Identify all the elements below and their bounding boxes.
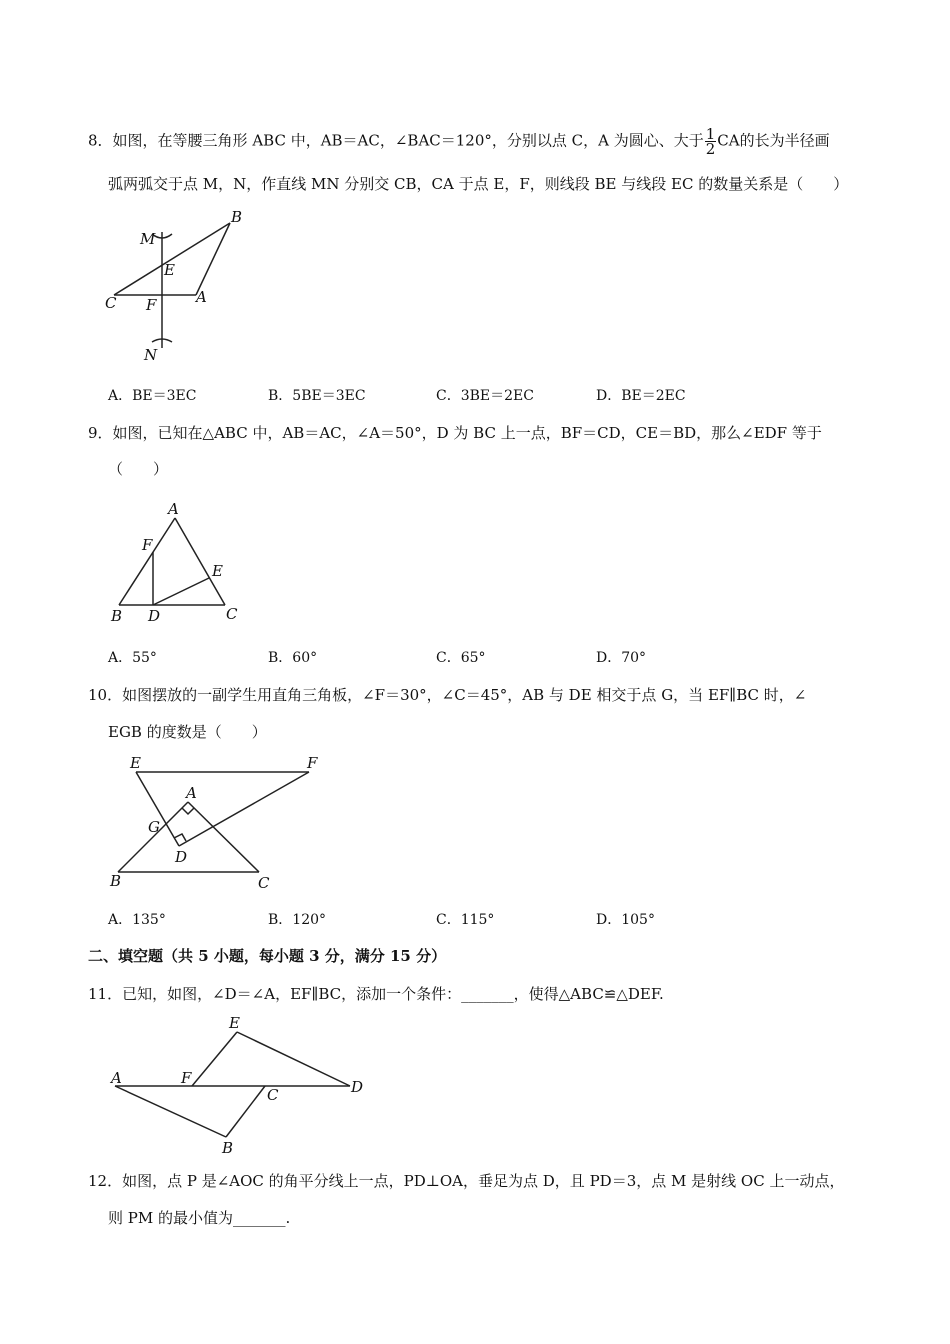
q8-text-b: CA的长为半径画 xyxy=(717,131,830,150)
q11-label-a: A xyxy=(111,1069,122,1087)
q10-figure xyxy=(102,752,342,892)
q10-right-angle-a xyxy=(182,808,194,814)
q11-line-ed xyxy=(237,1032,350,1086)
q9-line-de xyxy=(153,578,209,605)
q8-label-e: E xyxy=(164,261,175,279)
q11-label-c: C xyxy=(267,1086,279,1104)
q9-label-b: B xyxy=(111,607,123,625)
q10-option-d: D．105° xyxy=(596,912,655,928)
q8-option-a: A．BE＝3EC xyxy=(108,388,197,404)
q10-option-c: C．115° xyxy=(436,912,495,928)
q8-label-m: M xyxy=(140,230,156,248)
q10-line1: 10．如图摆放的一副学生用直角三角板，∠F＝30°，∠C＝45°，AB 与 DE 相交于点 G，当 EF∥BC 时，∠ xyxy=(88,686,807,704)
q9-option-b: B．60° xyxy=(268,650,318,666)
q8-label-n: N xyxy=(144,346,158,364)
q10-line-ac xyxy=(188,802,259,872)
q9-label-c: C xyxy=(226,605,238,623)
q8-figure xyxy=(100,208,280,368)
q10-label-e: E xyxy=(130,754,141,772)
q9-label-a: A xyxy=(168,500,179,518)
q8-line2: 弧两弧交于点 M，N，作直线 MN 分别交 CB，CA 于点 E，F，则线段 BE 与线段 EC 的数量关系是（ ） xyxy=(108,175,849,193)
q11-line-fe xyxy=(192,1032,237,1086)
q8-label-f: F xyxy=(146,296,157,314)
q12-line2: 则 PM 的最小值为_______. xyxy=(108,1209,291,1227)
q9-figure xyxy=(105,500,265,630)
q9-line1: 9．如图，已知在△ABC 中，AB＝AC，∠A＝50°，D 为 BC 上一点，BF＝CD，CE＝BD，那么∠EDF 等于 xyxy=(88,424,822,442)
q8-label-a: A xyxy=(196,288,207,306)
q10-label-b: B xyxy=(110,872,122,890)
q9-line2: （ ） xyxy=(108,460,169,478)
q10-line2: EGB 的度数是（ ） xyxy=(108,723,267,741)
q9-label-f: F xyxy=(142,536,153,554)
q8-line1 xyxy=(88,127,830,156)
q12-line1: 12．如图，点 P 是∠AOC 的角平分线上一点，PD⊥OA，垂足为点 D，且 PD＝3，点 M 是射线 OC 上一动点， xyxy=(88,1172,845,1190)
q8-option-d: D．BE＝2EC xyxy=(596,388,686,404)
q10-label-f: F xyxy=(307,754,318,772)
section2-heading: 二、填空题（共 5 小题，每小题 3 分，满分 15 分） xyxy=(88,947,447,965)
q10-option-a: A．135° xyxy=(108,912,166,928)
q8-label-c: C xyxy=(105,294,117,312)
q9-option-a: A．55° xyxy=(108,650,157,666)
q9-option-c: C．65° xyxy=(436,650,486,666)
q8-fraction xyxy=(705,127,717,156)
q11-label-f: F xyxy=(181,1069,192,1087)
q8-frac-den: 2 xyxy=(705,140,716,158)
q8-option-c: C．3BE＝2EC xyxy=(436,388,534,404)
q10-option-b: B．120° xyxy=(268,912,327,928)
q11-figure xyxy=(105,1013,375,1158)
q10-label-a: A xyxy=(186,784,197,802)
q11-label-b: B xyxy=(222,1139,234,1157)
q11-line-ab xyxy=(115,1086,226,1137)
q10-label-c: C xyxy=(258,874,270,892)
q10-label-d: D xyxy=(175,848,188,866)
q9-label-d: D xyxy=(148,607,161,625)
q9-option-d: D．70° xyxy=(596,650,647,666)
q10-label-g: G xyxy=(148,818,160,836)
q8-option-b: B．5BE＝3EC xyxy=(268,388,366,404)
q9-line-ab xyxy=(119,518,175,605)
q11-label-e: E xyxy=(229,1014,240,1032)
q9-label-e: E xyxy=(212,562,223,580)
q11-line-bc xyxy=(226,1086,265,1137)
q10-line-df xyxy=(179,772,309,846)
q11-line1: 11．已知，如图，∠D＝∠A，EF∥BC，添加一个条件：_______，使得△ABC≌△DEF. xyxy=(88,985,664,1003)
q8-text-a: 8．如图，在等腰三角形 ABC 中，AB＝AC，∠BAC＝120°，分别以点 C，A 为圆心、大于 xyxy=(88,131,704,150)
q8-frac-num: 1 xyxy=(705,125,716,143)
q11-label-d: D xyxy=(351,1078,364,1096)
q8-label-b: B xyxy=(231,208,243,226)
